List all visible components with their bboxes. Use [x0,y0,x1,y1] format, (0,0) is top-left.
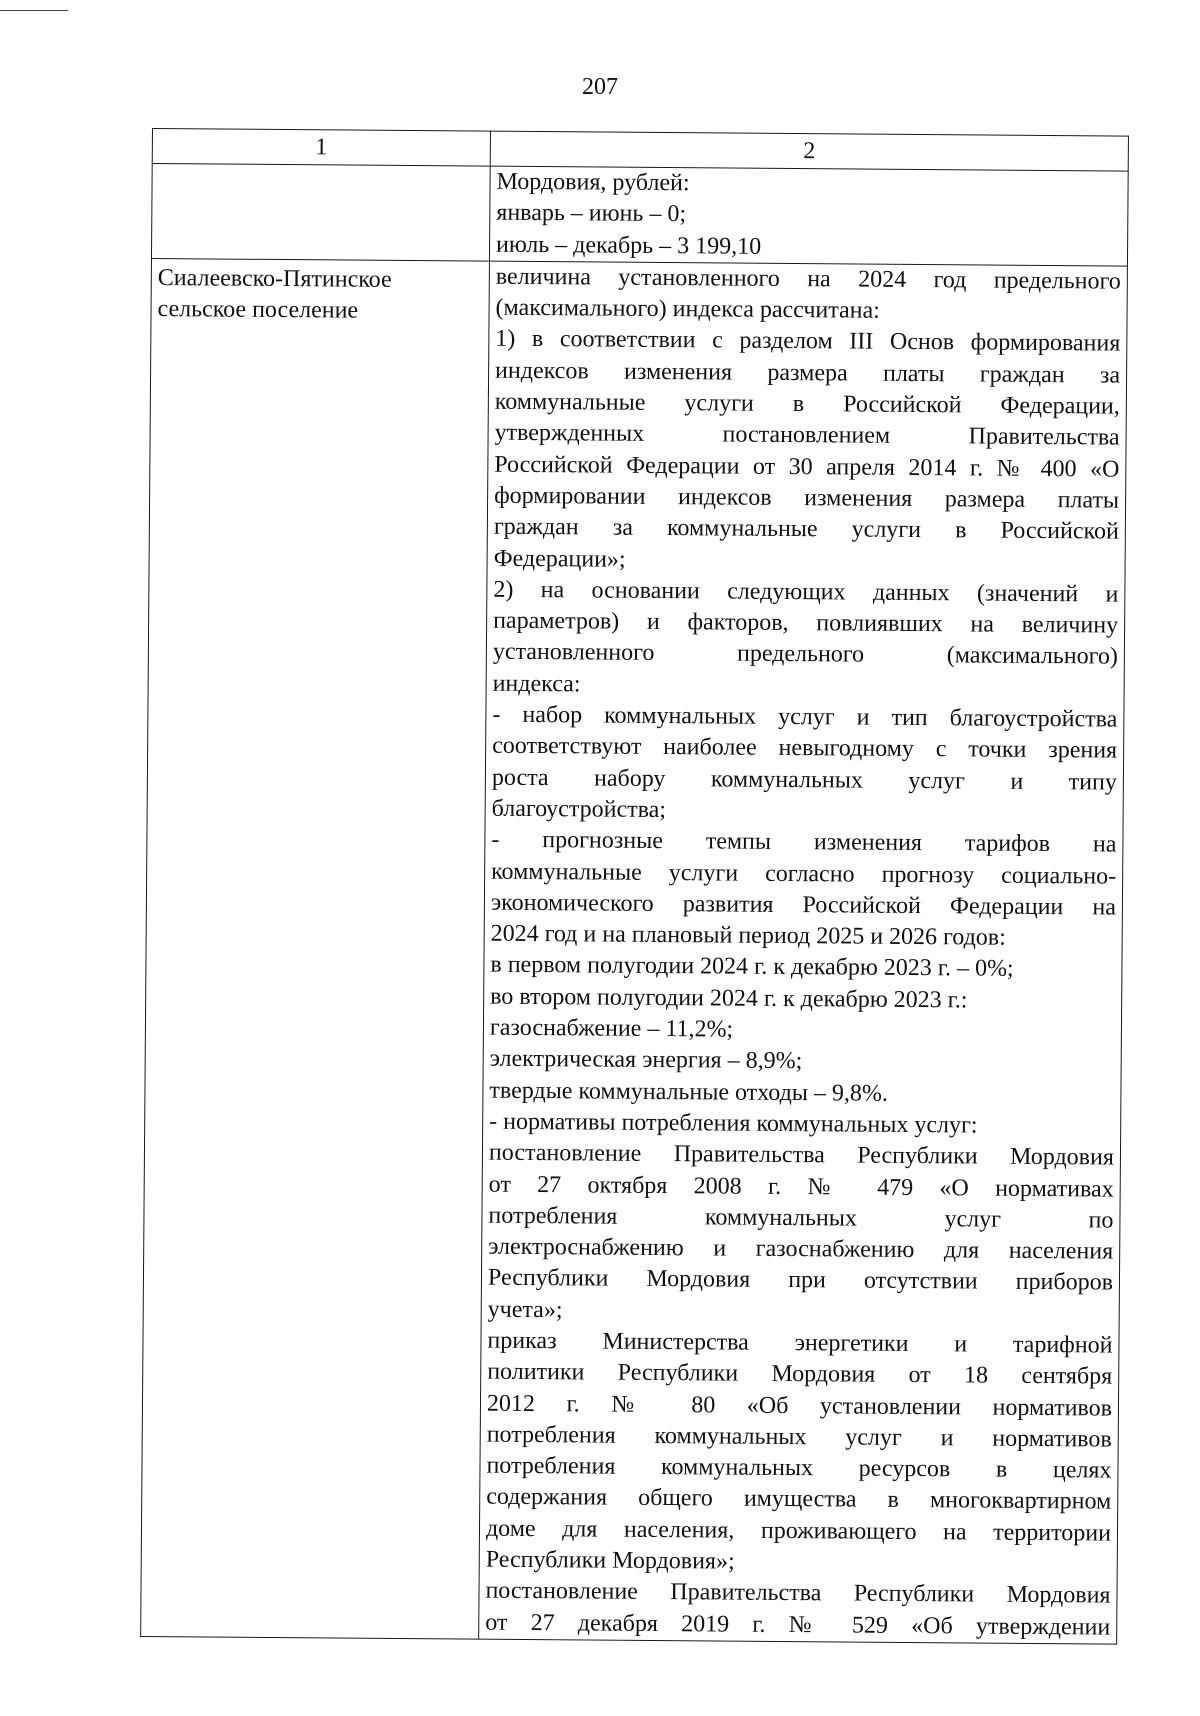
text-line: благоустройства; [491,795,667,823]
text-line: 2) на основании следующих данных (значений и [493,576,1119,608]
text-line: Мордовия, рублей: [496,168,690,197]
text-line: 1) в соответствии с разделом III Основ формирования [495,326,1121,358]
scan-edge-line [0,10,68,11]
text-line: июль – декабрь – 3 199,10 [495,231,762,260]
text-line: учета»; [487,1296,563,1323]
text-line: доме для населения, проживающего на территории [485,1515,1112,1547]
text-line: Российской Федерации от 30 апреля 2014 г. № 400 «О [494,451,1120,483]
text-line: установленного предельного (максимального) [492,639,1118,671]
document-table [140,128,1129,1645]
text-line: содержания общего имущества в многоквартирном [486,1484,1112,1516]
text-line: постановление Правительства Республики Мордовия [488,1139,1115,1171]
text-line: 2024 год и на плановый период 2025 и 2026 годов: [490,920,1006,951]
text-line: в первом полугодии 2024 г. к декабрю 2023 г. – 0%; [490,952,1014,983]
text-line: политики Республики Мордовия от 18 сентября [487,1358,1113,1390]
row2-col1-cell [141,258,490,1639]
text-line: приказ Министерства энергетики и тарифной [487,1327,1113,1359]
text-line: январь – июнь – 0; [496,200,687,228]
row2-col2-cell [479,261,1128,1644]
header-cell-1: 1 [152,129,490,167]
table-row [141,258,1128,1644]
text-line: газоснабжение – 11,2%; [489,1014,734,1043]
text-line: - прогнозные темпы изменения тарифов на [491,826,1117,858]
text-line: (максимального) индекса рассчитана: [495,294,881,324]
row1-col1-cell [151,164,490,262]
text-line: Республики Мордовия»; [485,1546,735,1575]
header-cell-2: 2 [490,131,1128,171]
text-line: Федерации»; [493,545,626,573]
row1-col2-cell [489,166,1128,266]
text-line: граждан за коммунальные услуги в Российской [493,513,1119,545]
table-row [151,164,1128,267]
text-line: индекса: [492,670,581,698]
text-line: Республики Мордовия при отсутствии приборов [487,1265,1114,1296]
text-line: потребления коммунальных ресурсов в целях [486,1452,1112,1484]
text-line: индексов изменения размера платы граждан за [495,357,1121,389]
text-line: 2012 г. № 80 «Об установлении нормативов [486,1390,1113,1422]
text-line: роста набору коммунальных услуг и типу [491,764,1117,796]
text-line: твердые коммунальные отходы – 9,8%. [489,1077,889,1107]
text-line: параметров) и факторов, повлиявших на величину [493,607,1119,639]
text-line: экономического развития Российской Федерации на [490,889,1117,921]
text-line: утвержденных постановлением Правительства [494,420,1120,451]
text-line: электрическая энергия – 8,9%; [489,1045,803,1075]
text-line: - нормативы потребления коммунальных услуг: [489,1108,978,1139]
text-line: во втором полугодии 2024 г. к декабрю 2023 г.: [490,983,968,1014]
text-line: соответствуют наиболее невыгодному с точки зрения [492,733,1118,764]
text-line: от 27 декабря 2019 г. № 529 «Об утверждении [485,1609,1111,1641]
settlement-name-line: Сиалеевско-Пятинское [157,264,392,293]
text-line: электроснабжению и газоснабжению для населения [488,1233,1114,1265]
text-line: формировании индексов изменения размера платы [494,482,1120,514]
settlement-type-line: сельское поселение [157,296,359,324]
text-line: коммунальные услуги в Российской Федерации, [494,388,1120,420]
text-line: от 27 октября 2008 г. № 479 «О нормативах [488,1171,1114,1203]
text-line: потребления коммунальных услуг по [488,1202,1114,1234]
page-number: 207 [582,74,618,100]
text-line: - набор коммунальных услуг и тип благоустройства [492,701,1118,733]
text-line: потребления коммунальных услуг и нормативов [486,1421,1112,1453]
text-line: постановление Правительства Республики Мордовия [485,1578,1111,1609]
text-line: коммунальные услуги согласно прогнозу социально- [491,858,1117,890]
text-line: величина установленного на 2024 год предельного [495,263,1121,295]
